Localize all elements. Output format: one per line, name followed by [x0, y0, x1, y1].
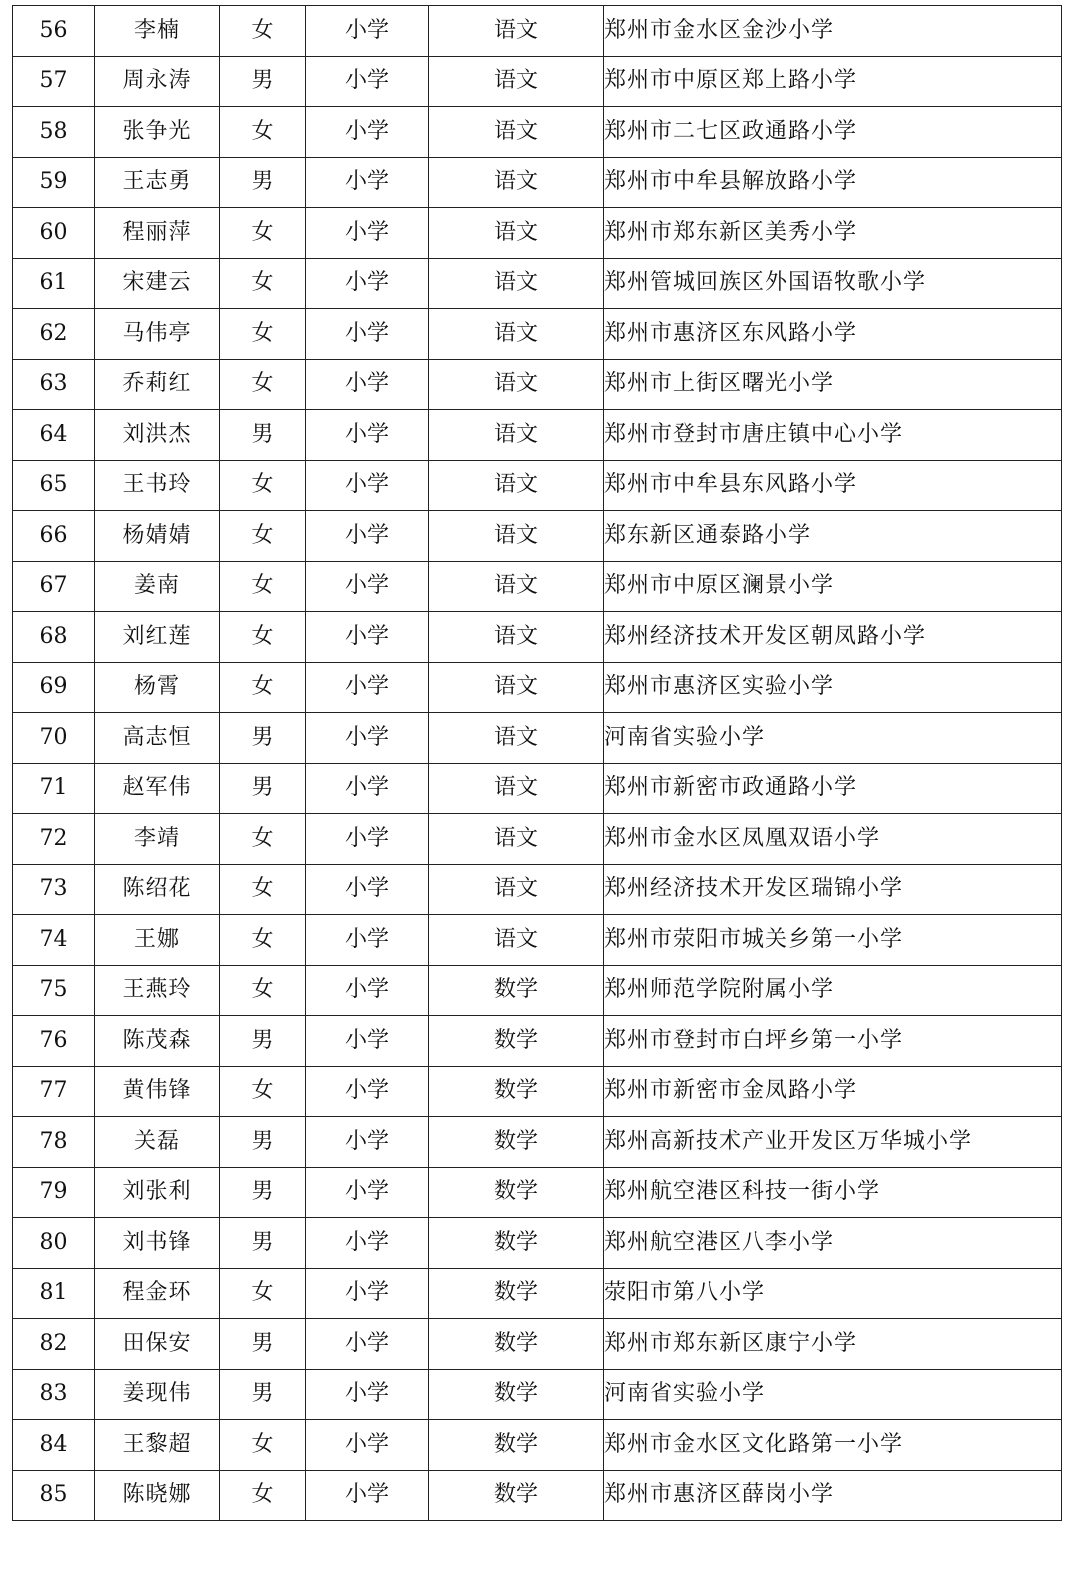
- school-name: 郑州经济技术开发区朝凤路小学: [604, 612, 1062, 663]
- teaching-subject: 语文: [429, 915, 604, 966]
- school-name: 郑州市新密市金凤路小学: [604, 1066, 1062, 1117]
- row-number: 63: [13, 359, 95, 410]
- school-stage: 小学: [306, 1470, 429, 1521]
- teacher-gender: 男: [220, 56, 306, 107]
- school-name: 郑州市二七区政通路小学: [604, 107, 1062, 158]
- row-number: 56: [13, 6, 95, 57]
- row-number: 82: [13, 1319, 95, 1370]
- row-number: 65: [13, 460, 95, 511]
- teaching-subject: 数学: [429, 1117, 604, 1168]
- school-name: 郑州市惠济区薛岗小学: [604, 1470, 1062, 1521]
- row-number: 67: [13, 561, 95, 612]
- school-stage: 小学: [306, 460, 429, 511]
- school-name: 郑州市惠济区东风路小学: [604, 309, 1062, 360]
- teacher-gender: 女: [220, 309, 306, 360]
- school-name: 荥阳市第八小学: [604, 1268, 1062, 1319]
- teaching-subject: 数学: [429, 1420, 604, 1471]
- teacher-gender: 女: [220, 107, 306, 158]
- teaching-subject: 语文: [429, 359, 604, 410]
- teaching-subject: 数学: [429, 965, 604, 1016]
- table-row: [13, 1268, 1062, 1319]
- teacher-name: 王娜: [95, 915, 220, 966]
- row-number: 62: [13, 309, 95, 360]
- teacher-name: 赵军伟: [95, 763, 220, 814]
- school-stage: 小学: [306, 915, 429, 966]
- table-row: [13, 511, 1062, 562]
- teacher-gender: 男: [220, 157, 306, 208]
- teacher-gender: 女: [220, 6, 306, 57]
- teacher-gender: 女: [220, 460, 306, 511]
- teacher-gender: 女: [220, 258, 306, 309]
- row-number: 81: [13, 1268, 95, 1319]
- teacher-gender: 男: [220, 1016, 306, 1067]
- row-number: 57: [13, 56, 95, 107]
- teaching-subject: 语文: [429, 814, 604, 865]
- row-number: 71: [13, 763, 95, 814]
- row-number: 83: [13, 1369, 95, 1420]
- school-name: 郑州市登封市唐庄镇中心小学: [604, 410, 1062, 461]
- school-name: 郑州市金水区金沙小学: [604, 6, 1062, 57]
- teaching-subject: 数学: [429, 1369, 604, 1420]
- table-row: [13, 1470, 1062, 1521]
- row-number: 76: [13, 1016, 95, 1067]
- row-number: 66: [13, 511, 95, 562]
- teaching-subject: 语文: [429, 460, 604, 511]
- teacher-name: 王燕玲: [95, 965, 220, 1016]
- teacher-name: 高志恒: [95, 713, 220, 764]
- school-name: 郑州市荥阳市城关乡第一小学: [604, 915, 1062, 966]
- teacher-name: 张争光: [95, 107, 220, 158]
- teacher-gender: 女: [220, 1420, 306, 1471]
- teacher-gender: 女: [220, 915, 306, 966]
- teaching-subject: 语文: [429, 561, 604, 612]
- teacher-gender: 女: [220, 359, 306, 410]
- teaching-subject: 语文: [429, 6, 604, 57]
- teacher-gender: 男: [220, 763, 306, 814]
- row-number: 75: [13, 965, 95, 1016]
- school-stage: 小学: [306, 561, 429, 612]
- school-stage: 小学: [306, 359, 429, 410]
- teacher-name: 李靖: [95, 814, 220, 865]
- school-stage: 小学: [306, 864, 429, 915]
- teaching-subject: 语文: [429, 107, 604, 158]
- school-stage: 小学: [306, 1218, 429, 1269]
- school-name: 郑州市惠济区实验小学: [604, 662, 1062, 713]
- table-row: [13, 1167, 1062, 1218]
- teacher-gender: 女: [220, 1066, 306, 1117]
- table-row: [13, 1420, 1062, 1471]
- teaching-subject: 语文: [429, 157, 604, 208]
- school-stage: 小学: [306, 1167, 429, 1218]
- teaching-subject: 语文: [429, 864, 604, 915]
- table-row: [13, 763, 1062, 814]
- teacher-gender: 男: [220, 1167, 306, 1218]
- teacher-name: 王黎超: [95, 1420, 220, 1471]
- school-stage: 小学: [306, 157, 429, 208]
- row-number: 84: [13, 1420, 95, 1471]
- school-stage: 小学: [306, 56, 429, 107]
- table-row: [13, 107, 1062, 158]
- school-stage: 小学: [306, 763, 429, 814]
- school-stage: 小学: [306, 1066, 429, 1117]
- row-number: 79: [13, 1167, 95, 1218]
- table-row: [13, 1016, 1062, 1067]
- teaching-subject: 语文: [429, 763, 604, 814]
- teacher-gender: 男: [220, 1218, 306, 1269]
- row-number: 69: [13, 662, 95, 713]
- school-stage: 小学: [306, 1319, 429, 1370]
- teacher-name: 杨霄: [95, 662, 220, 713]
- teaching-subject: 语文: [429, 713, 604, 764]
- teaching-subject: 语文: [429, 258, 604, 309]
- teaching-subject: 数学: [429, 1319, 604, 1370]
- school-stage: 小学: [306, 612, 429, 663]
- table-row: [13, 915, 1062, 966]
- school-name: 郑州市中牟县解放路小学: [604, 157, 1062, 208]
- school-stage: 小学: [306, 662, 429, 713]
- school-stage: 小学: [306, 1420, 429, 1471]
- school-name: 河南省实验小学: [604, 713, 1062, 764]
- table-row: [13, 612, 1062, 663]
- teacher-gender: 女: [220, 208, 306, 259]
- teacher-gender: 女: [220, 612, 306, 663]
- row-number: 58: [13, 107, 95, 158]
- school-name: 郑东新区通泰路小学: [604, 511, 1062, 562]
- teacher-name: 刘红莲: [95, 612, 220, 663]
- table-row: [13, 965, 1062, 1016]
- teacher-name: 王书玲: [95, 460, 220, 511]
- table-row: [13, 258, 1062, 309]
- table-row: [13, 359, 1062, 410]
- school-stage: 小学: [306, 1016, 429, 1067]
- school-name: 郑州师范学院附属小学: [604, 965, 1062, 1016]
- teacher-gender: 男: [220, 1117, 306, 1168]
- school-name: 郑州经济技术开发区瑞锦小学: [604, 864, 1062, 915]
- school-stage: 小学: [306, 1117, 429, 1168]
- school-stage: 小学: [306, 511, 429, 562]
- table-row: [13, 662, 1062, 713]
- table-row: [13, 309, 1062, 360]
- school-name: 郑州高新技术产业开发区万华城小学: [604, 1117, 1062, 1168]
- school-name: 郑州市郑东新区康宁小学: [604, 1319, 1062, 1370]
- school-name: 郑州市中原区郑上路小学: [604, 56, 1062, 107]
- school-name: 河南省实验小学: [604, 1369, 1062, 1420]
- teaching-subject: 语文: [429, 612, 604, 663]
- teacher-gender: 女: [220, 814, 306, 865]
- school-stage: 小学: [306, 814, 429, 865]
- table-row: [13, 208, 1062, 259]
- row-number: 70: [13, 713, 95, 764]
- teacher-name: 刘洪杰: [95, 410, 220, 461]
- school-stage: 小学: [306, 208, 429, 259]
- teacher-name: 关磊: [95, 1117, 220, 1168]
- table-row: [13, 561, 1062, 612]
- teaching-subject: 语文: [429, 410, 604, 461]
- table-row: [13, 1066, 1062, 1117]
- row-number: 61: [13, 258, 95, 309]
- row-number: 74: [13, 915, 95, 966]
- table-row: [13, 814, 1062, 865]
- table-row: [13, 56, 1062, 107]
- row-number: 60: [13, 208, 95, 259]
- teacher-name: 王志勇: [95, 157, 220, 208]
- school-name: 郑州市中原区澜景小学: [604, 561, 1062, 612]
- school-name: 郑州航空港区八李小学: [604, 1218, 1062, 1269]
- teacher-gender: 女: [220, 561, 306, 612]
- teacher-name: 杨婧婧: [95, 511, 220, 562]
- school-stage: 小学: [306, 6, 429, 57]
- school-stage: 小学: [306, 713, 429, 764]
- school-name: 郑州市金水区文化路第一小学: [604, 1420, 1062, 1471]
- teacher-name: 李楠: [95, 6, 220, 57]
- teacher-gender: 女: [220, 511, 306, 562]
- teacher-gender: 女: [220, 965, 306, 1016]
- teacher-gender: 女: [220, 864, 306, 915]
- row-number: 85: [13, 1470, 95, 1521]
- teacher-name: 程丽萍: [95, 208, 220, 259]
- teaching-subject: 数学: [429, 1268, 604, 1319]
- school-stage: 小学: [306, 1268, 429, 1319]
- row-number: 68: [13, 612, 95, 663]
- teacher-name: 姜现伟: [95, 1369, 220, 1420]
- table-row: [13, 157, 1062, 208]
- table-row: [13, 6, 1062, 57]
- row-number: 78: [13, 1117, 95, 1168]
- school-name: 郑州市上街区曙光小学: [604, 359, 1062, 410]
- teacher-name: 乔莉红: [95, 359, 220, 410]
- school-name: 郑州航空港区科技一街小学: [604, 1167, 1062, 1218]
- roster-body: [13, 6, 1062, 1521]
- school-stage: 小学: [306, 410, 429, 461]
- table-row: [13, 1117, 1062, 1168]
- teacher-roster-table: [12, 5, 1062, 1521]
- school-stage: 小学: [306, 965, 429, 1016]
- school-name: 郑州管城回族区外国语牧歌小学: [604, 258, 1062, 309]
- school-stage: 小学: [306, 1369, 429, 1420]
- teacher-gender: 女: [220, 662, 306, 713]
- teaching-subject: 语文: [429, 511, 604, 562]
- row-number: 59: [13, 157, 95, 208]
- school-name: 郑州市郑东新区美秀小学: [604, 208, 1062, 259]
- row-number: 77: [13, 1066, 95, 1117]
- teacher-name: 程金环: [95, 1268, 220, 1319]
- teacher-name: 姜南: [95, 561, 220, 612]
- teacher-name: 黄伟锋: [95, 1066, 220, 1117]
- teacher-gender: 女: [220, 1268, 306, 1319]
- teacher-name: 田保安: [95, 1319, 220, 1370]
- teacher-gender: 女: [220, 1470, 306, 1521]
- teaching-subject: 语文: [429, 662, 604, 713]
- teacher-name: 陈绍花: [95, 864, 220, 915]
- school-name: 郑州市新密市政通路小学: [604, 763, 1062, 814]
- teaching-subject: 数学: [429, 1167, 604, 1218]
- table-row: [13, 1369, 1062, 1420]
- teaching-subject: 语文: [429, 309, 604, 360]
- teacher-name: 宋建云: [95, 258, 220, 309]
- table-row: [13, 460, 1062, 511]
- row-number: 73: [13, 864, 95, 915]
- teaching-subject: 数学: [429, 1066, 604, 1117]
- school-stage: 小学: [306, 258, 429, 309]
- table-row: [13, 864, 1062, 915]
- teacher-gender: 男: [220, 410, 306, 461]
- school-name: 郑州市金水区凤凰双语小学: [604, 814, 1062, 865]
- teaching-subject: 数学: [429, 1470, 604, 1521]
- row-number: 72: [13, 814, 95, 865]
- school-name: 郑州市登封市白坪乡第一小学: [604, 1016, 1062, 1067]
- teaching-subject: 数学: [429, 1016, 604, 1067]
- teaching-subject: 语文: [429, 208, 604, 259]
- teacher-name: 陈晓娜: [95, 1470, 220, 1521]
- teacher-name: 周永涛: [95, 56, 220, 107]
- table-row: [13, 1319, 1062, 1370]
- school-stage: 小学: [306, 309, 429, 360]
- table-row: [13, 1218, 1062, 1269]
- row-number: 64: [13, 410, 95, 461]
- teacher-name: 刘张利: [95, 1167, 220, 1218]
- teacher-name: 马伟亭: [95, 309, 220, 360]
- school-stage: 小学: [306, 107, 429, 158]
- teacher-gender: 男: [220, 1369, 306, 1420]
- teacher-gender: 男: [220, 1319, 306, 1370]
- table-row: [13, 713, 1062, 764]
- row-number: 80: [13, 1218, 95, 1269]
- school-name: 郑州市中牟县东风路小学: [604, 460, 1062, 511]
- teacher-name: 陈茂森: [95, 1016, 220, 1067]
- table-row: [13, 410, 1062, 461]
- teaching-subject: 语文: [429, 56, 604, 107]
- teacher-name: 刘书锋: [95, 1218, 220, 1269]
- teaching-subject: 数学: [429, 1218, 604, 1269]
- teacher-gender: 男: [220, 713, 306, 764]
